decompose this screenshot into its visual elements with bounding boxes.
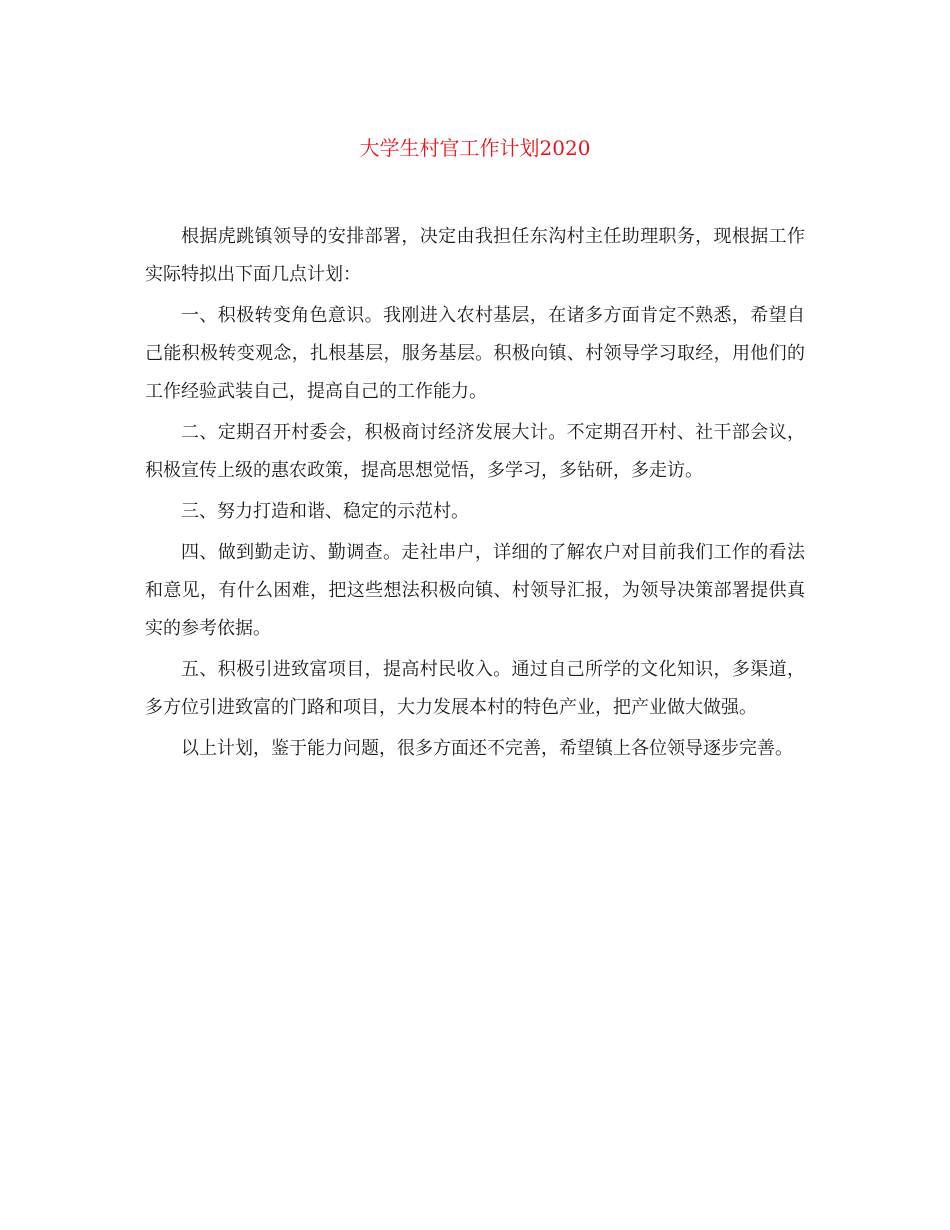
document-body: [145, 218, 805, 771]
paragraph-item-2: 二、定期召开村委会，积极商讨经济发展大计。不定期召开村、社干部会议，积极宣传上级的惠农政策，提高思想觉悟，多学习，多钻研，多走访。: [145, 422, 805, 481]
paragraph-conclusion: 以上计划，鉴于能力问题，很多方面还不完善，希望镇上各位领导逐步完善。: [181, 738, 793, 759]
paragraph-intro: 根据虎跳镇领导的安排部署，决定由我担任东沟村主任助理职务，现根据工作实际特拟出下面几点计划：: [145, 226, 805, 285]
paragraph-item-3: 三、努力打造和谐、稳定的示范村。: [181, 501, 469, 522]
paragraph-item-5: 五、积极引进致富项目，提高村民收入。通过自己所学的文化知识，多渠道，多方位引进致富的门路和项目，大力发展本村的特色产业，把产业做大做强。: [145, 659, 805, 718]
document-title: 大学生村官工作计划2020: [359, 136, 591, 160]
paragraph-item-1: 一、积极转变角色意识。我刚进入农村基层，在诸多方面肯定不熟悉，希望自己能积极转变观念，扎根基层，服务基层。积极向镇、村领导学习取经，用他们的工作经验武装自己，提高自己的工作能力。: [145, 305, 805, 402]
paragraph-item-4: 四、做到勤走访、勤调查。走社串户，详细的了解农户对目前我们工作的看法和意见，有什么困难，把这些想法积极向镇、村领导汇报，为领导决策部署提供真实的参考依据。: [145, 542, 805, 639]
